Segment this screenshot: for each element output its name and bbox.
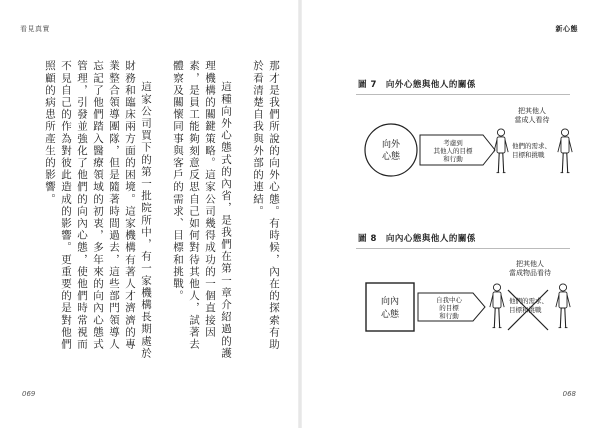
figure7-caption: 圖 7 向外心態與他人的關係: [358, 80, 476, 90]
figure8-person-icon: [556, 284, 570, 328]
left-page-number: 069: [22, 390, 36, 398]
right-running-title: 新心態: [555, 25, 578, 33]
figure8-self-label-line2: 心態: [380, 310, 400, 320]
figure7-self-label-line1: 向外: [381, 140, 401, 150]
figure8-other-label-line2: 當成物品看待: [509, 269, 551, 277]
figure7-person-icon: [558, 129, 572, 173]
figure8-arrow-line1: 自我中心: [436, 296, 462, 304]
figure7-person-icon: [494, 129, 508, 173]
body-text-vertical: [26, 60, 282, 360]
figure8-self-box: [366, 283, 414, 331]
figure7-self-circle: [365, 124, 417, 176]
figure7-other-label-line2: 當成人看待: [514, 116, 550, 124]
figure7-other-label-line1: 把其他人: [518, 107, 546, 115]
figure8-arrow-line3: 和行動: [439, 312, 459, 320]
left-running-title: 看見真實: [20, 25, 50, 33]
figure8-other-detail-line1: 他們的需求、: [509, 297, 548, 305]
figure7-other-detail-line1: 他們的需求、: [512, 142, 551, 150]
figure8-other-detail-line2: 目標和挑戰: [509, 306, 542, 314]
right-page-number: 068: [562, 390, 576, 398]
figure7-self-label-line2: 心態: [381, 152, 401, 162]
body-paragraph-3: 這家公司買下的第一批院所中，有一家機構長期處於財務和臨床兩方面的困境。這家機構有著人才濟濟的專業整合領導團隊，但是隨著時間過去，這些部門領導人忘記了他們踏入醫療領域的初衷，多年來的向內心態式管理，引發並強化了他們的向內心態，使他們時常視而不見自己的作為對彼此造成的影響。更重要的是對他們照顧的病患所產生的影響。: [44, 60, 152, 360]
figure8-other-label-line1: 把其他人: [516, 260, 544, 268]
figure7-other-detail-line2: 目標和挑戰: [512, 151, 545, 159]
figure8-person-icon: [490, 284, 504, 328]
body-paragraph-2: 這種向外心態式的內省，是我們在第一章介紹過的護理機構的關鍵策略。這家公司幾得成功的一個直接因素，是員工能夠刻意反思自己如何對待其他人，試著去體察及關懷同事與客戶的需求、目標和挑戰。: [172, 60, 232, 360]
body-paragraph-1: 那才是我們所說的向外心態。有時候，內在的探索有助於看清楚自我與外部的連結。: [252, 60, 280, 351]
figure7-arrow-line2: 其他人的目標: [433, 147, 473, 155]
figure8-arrow-line2: 的目標: [439, 304, 459, 312]
relationship-diagrams: [300, 0, 600, 428]
figure8-diagram: [366, 259, 570, 331]
figure7-diagram: [365, 106, 572, 176]
figure8-self-label-line1: 向內: [380, 297, 400, 307]
figure7-arrow-line3: 和行動: [443, 155, 463, 163]
figure8-caption: 圖 8 向內心態與他人的關係: [358, 234, 476, 244]
figure7-arrow-line1: 考慮到: [443, 139, 463, 147]
